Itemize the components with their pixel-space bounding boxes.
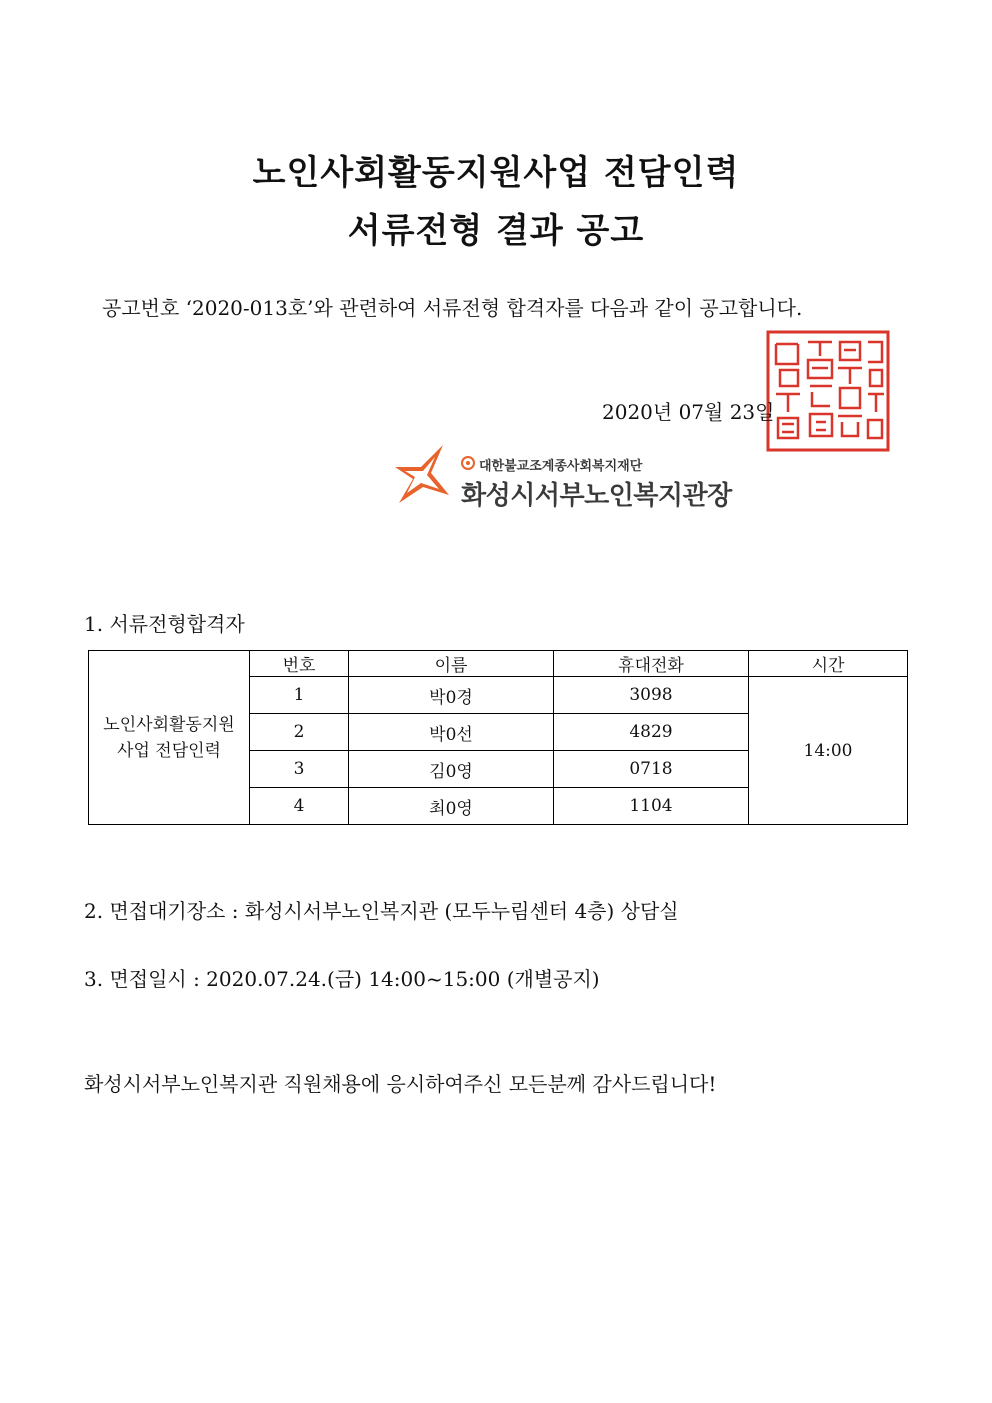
cell-name: 최0영: [349, 788, 554, 825]
cell-name: 박0경: [349, 677, 554, 714]
foundation-name: 대한불교조계종사회복지재단: [479, 459, 643, 474]
title-line-2: 서류전형 결과 공고: [347, 211, 645, 251]
header-name: 이름: [349, 651, 554, 677]
official-seal-icon: [766, 330, 890, 452]
cell-phone: 4829: [554, 714, 749, 751]
header-phone: 휴대전화: [554, 651, 749, 677]
cell-number: 1: [250, 677, 349, 714]
closing-message: 화성시서부노인복지관 직원채용에 응시하여주신 모든분께 감사드립니다!: [84, 1072, 717, 1096]
organization-logo: [393, 443, 732, 513]
cell-phone: 3098: [554, 677, 749, 714]
title-line-1: 노인사회활동지원사업 전담인력: [252, 153, 740, 193]
intro-paragraph: 공고번호 ‘2020-013호’와 관련하여 서류전형 합격자를 다음과 같이 공고합니다.: [102, 296, 803, 320]
interview-waiting-place: 2. 면접대기장소 : 화성시서부노인복지관 (모두누림센터 4층) 상담실: [84, 899, 679, 923]
group-label-cell: [89, 651, 250, 825]
cell-time: 14:00: [749, 677, 908, 825]
cell-number: 4: [250, 788, 349, 825]
cell-number: 3: [250, 751, 349, 788]
organization-name: 화성시서부노인복지관장: [461, 481, 732, 511]
section-heading-passers: 1. 서류전형합격자: [84, 612, 245, 636]
cell-name: 박0선: [349, 714, 554, 751]
cell-number: 2: [250, 714, 349, 751]
star-logo-icon: [393, 443, 455, 509]
results-table: [88, 650, 908, 825]
announcement-date: 2020년 07월 23일: [602, 400, 775, 424]
table-header-row: [89, 651, 908, 677]
buddhist-emblem-icon: [461, 456, 475, 470]
group-label: 노인사회활동지원 사업 전담인력: [103, 714, 235, 761]
cell-name: 김0영: [349, 751, 554, 788]
cell-phone: 0718: [554, 751, 749, 788]
header-time: 시간: [749, 651, 908, 677]
cell-phone: 1104: [554, 788, 749, 825]
header-number: 번호: [250, 651, 349, 677]
interview-datetime: 3. 면접일시 : 2020.07.24.(금) 14:00~15:00 (개별공지): [84, 967, 600, 991]
